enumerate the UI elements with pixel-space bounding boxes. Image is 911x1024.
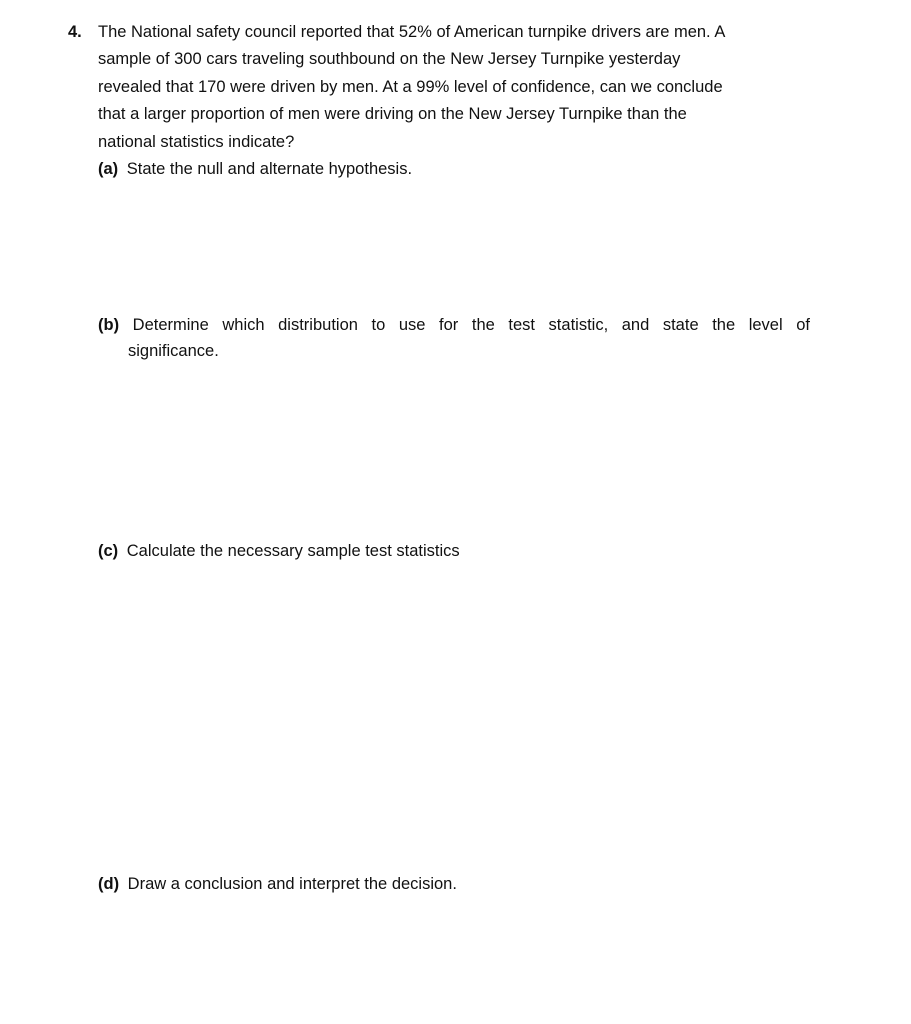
question-stem bbox=[98, 19, 818, 156]
stem-line: that a larger proportion of men were driving on the New Jersey Turnpike than the bbox=[98, 105, 687, 124]
part-b-label: (b) bbox=[98, 316, 120, 334]
part-b-text-line1: Determine which distribution to use for the test statistic, and state the level of bbox=[132, 316, 810, 334]
stem-line: sample of 300 cars traveling southbound on the New Jersey Turnpike yesterday bbox=[98, 50, 681, 69]
stem-line: national statistics indicate? bbox=[98, 132, 295, 151]
part-b bbox=[98, 312, 810, 364]
part-b-text-line2: significance. bbox=[128, 342, 219, 360]
stem-line: revealed that 170 were driven by men. At a 99% level of confidence, can we conclude bbox=[98, 77, 723, 96]
stem-line: The National safety council reported that 52% of American turnpike drivers are men. A bbox=[98, 23, 726, 41]
part-b-line1 bbox=[98, 312, 810, 338]
part-a-label: (a) bbox=[98, 160, 119, 178]
part-a-text: State the null and alternate hypothesis. bbox=[126, 160, 413, 178]
part-d-label: (d) bbox=[98, 875, 120, 893]
question-number: 4. bbox=[68, 23, 82, 41]
part-c-text: Calculate the necessary sample test statistics bbox=[126, 542, 460, 560]
part-a bbox=[98, 156, 412, 182]
part-d bbox=[98, 871, 457, 897]
part-c-label: (c) bbox=[98, 542, 119, 560]
part-c bbox=[98, 538, 460, 564]
part-d-text: Draw a conclusion and interpret the decision. bbox=[127, 875, 457, 893]
